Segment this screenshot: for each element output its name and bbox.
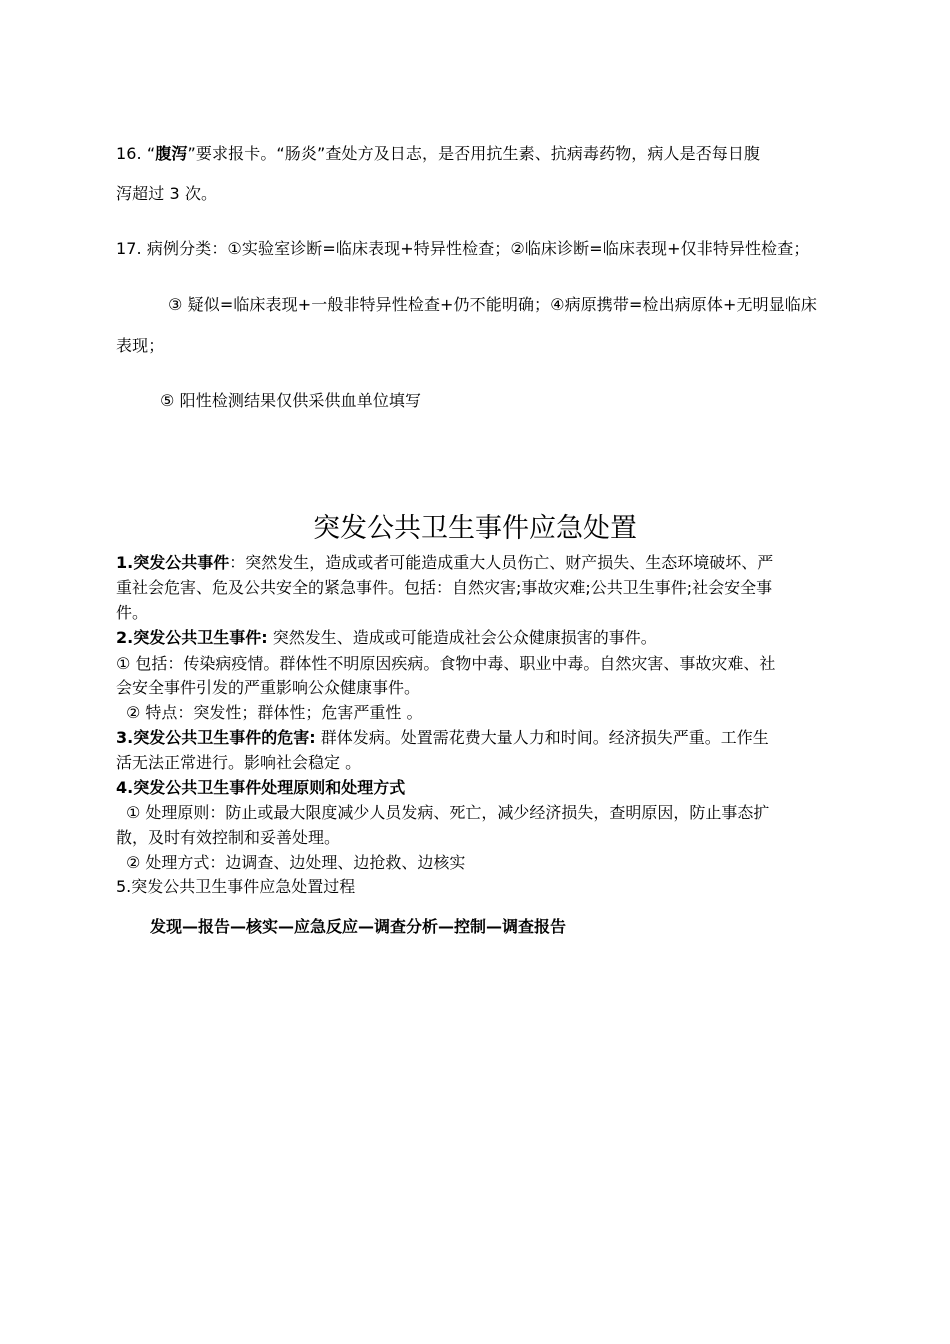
section-1-line-1 <box>116 550 773 573</box>
item-16-text: ”要求报卡。“肠炎”查处方及日志，是否用抗生素、抗病毒药物，病人是否每日腹 <box>187 144 761 163</box>
item-17-line-1: 17. 病例分类：①实验室诊断=临床表现+特异性检查；②临床诊断=临床表现+仅非特异性检查； <box>116 239 810 258</box>
item-17-line-2: ③ 疑似=临床表现+一般非特异性检查+仍不能明确；④病原携带=检出病原体+无明显临床 <box>168 295 818 314</box>
page-title: 突发公共卫生事件应急处置 <box>313 513 637 544</box>
section-2-sub-1-line-1: ① 包括：传染病疫情。群体性不明原因疾病。食物中毒、职业中毒。自然灾害、事故灾难、社 <box>116 654 776 673</box>
section-3-heading: 3.突发公共卫生事件的危害: <box>116 728 316 747</box>
item-17-line-3: 表现； <box>116 336 165 355</box>
section-1-line-3: 件。 <box>116 603 149 622</box>
section-2-text: 突然发生、造成或可能造成社会公众健康损害的事件。 <box>267 628 657 647</box>
section-3-line-2: 活无法正常进行。影响社会稳定 。 <box>116 753 362 772</box>
section-3-text: 群体发病。处置需花费大量人力和时间。经济损失严重。工作生 <box>315 728 769 747</box>
section-4-sub-1-line-1: ① 处理原则：防止或最大限度减少人员发病、死亡，减少经济损失，查明原因，防止事态扩 <box>126 803 770 822</box>
item-16-number: 16. “ <box>116 144 156 163</box>
section-2-heading: 2.突发公共卫生事件: <box>116 628 268 647</box>
section-5-heading: 5.突发公共卫生事件应急处置过程 <box>116 877 356 896</box>
section-5-flow: 发现—报告—核实—应急反应—调查分析—控制—调查报告 <box>150 917 567 936</box>
item-16-line-2: 泻超过 3 次。 <box>116 184 218 203</box>
section-1-text: ：突然发生，造成或者可能造成重大人员伤亡、财产损失、生态环境破坏、严 <box>229 553 774 572</box>
section-1-line-2: 重社会危害、危及公共安全的紧急事件。包括：自然灾害;事故灾难;公共卫生事件;社会安全事 <box>116 578 773 597</box>
item-16-keyword: 腹泻 <box>155 144 188 163</box>
section-3-line-1 <box>116 725 769 748</box>
section-2-sub-2: ② 特点：突发性；群体性；危害严重性 。 <box>126 703 423 722</box>
section-4-sub-2: ② 处理方式：边调查、边处理、边抢救、边核实 <box>126 853 466 872</box>
section-4-heading: 4.突发公共卫生事件处理原则和处理方式 <box>116 778 406 797</box>
item-16-line-1 <box>116 141 760 164</box>
section-4-sub-1-line-2: 散，及时有效控制和妥善处理。 <box>116 828 341 847</box>
section-1-heading: 1.突发公共事件 <box>116 553 230 572</box>
section-2-sub-1-line-2: 会安全事件引发的严重影响公众健康事件。 <box>116 678 421 697</box>
item-17-line-4: ⑤ 阳性检测结果仅供采供血单位填写 <box>160 391 422 410</box>
section-2-line-1 <box>116 625 657 648</box>
